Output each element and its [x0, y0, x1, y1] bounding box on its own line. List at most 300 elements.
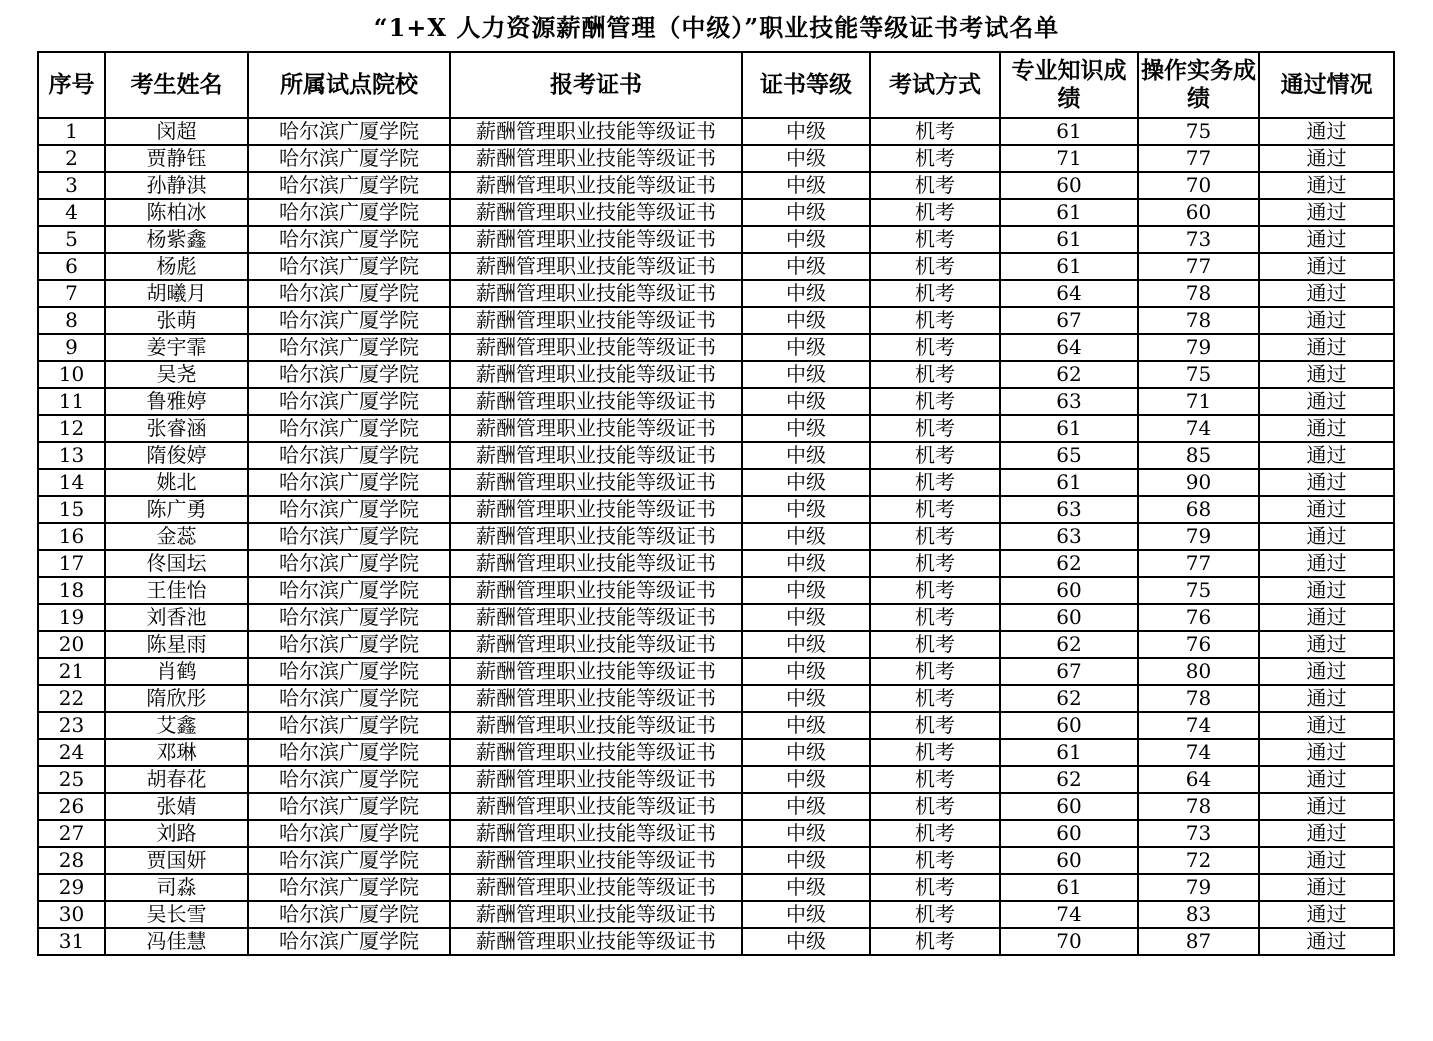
- cell-level: 中级: [742, 307, 870, 334]
- cell-no: 12: [38, 415, 105, 442]
- cell-practice-score: 77: [1138, 253, 1259, 280]
- table-row: [38, 901, 1394, 928]
- cell-name: 吴尧: [105, 361, 248, 388]
- column-header-practice-score: 操作实务成绩: [1138, 52, 1259, 118]
- cell-school: 哈尔滨广厦学院: [248, 550, 450, 577]
- table-row: [38, 523, 1394, 550]
- cell-level: 中级: [742, 172, 870, 199]
- cell-cert: 薪酬管理职业技能等级证书: [450, 334, 742, 361]
- cell-school: 哈尔滨广厦学院: [248, 226, 450, 253]
- cell-school: 哈尔滨广厦学院: [248, 415, 450, 442]
- cell-cert: 薪酬管理职业技能等级证书: [450, 874, 742, 901]
- cell-knowledge-score: 62: [1000, 766, 1138, 793]
- cell-name: 胡春花: [105, 766, 248, 793]
- cell-level: 中级: [742, 793, 870, 820]
- cell-result: 通过: [1259, 469, 1394, 496]
- cell-knowledge-score: 60: [1000, 577, 1138, 604]
- cell-name: 贾静钰: [105, 145, 248, 172]
- cell-cert: 薪酬管理职业技能等级证书: [450, 361, 742, 388]
- cell-method: 机考: [870, 388, 1000, 415]
- cell-practice-score: 76: [1138, 631, 1259, 658]
- cell-method: 机考: [870, 793, 1000, 820]
- cell-practice-score: 60: [1138, 199, 1259, 226]
- cell-knowledge-score: 61: [1000, 226, 1138, 253]
- table-row: [38, 172, 1394, 199]
- table-row: [38, 280, 1394, 307]
- cell-method: 机考: [870, 604, 1000, 631]
- cell-result: 通过: [1259, 820, 1394, 847]
- cell-level: 中级: [742, 388, 870, 415]
- cell-knowledge-score: 62: [1000, 685, 1138, 712]
- column-header-knowledge-score: 专业知识成绩: [1000, 52, 1138, 118]
- table-row: [38, 874, 1394, 901]
- cell-name: 姜宇霏: [105, 334, 248, 361]
- cell-level: 中级: [742, 442, 870, 469]
- cell-knowledge-score: 60: [1000, 847, 1138, 874]
- cell-school: 哈尔滨广厦学院: [248, 766, 450, 793]
- cell-method: 机考: [870, 901, 1000, 928]
- cell-name: 刘香池: [105, 604, 248, 631]
- cell-name: 冯佳慧: [105, 928, 248, 955]
- cell-no: 28: [38, 847, 105, 874]
- cell-no: 24: [38, 739, 105, 766]
- table-row: [38, 712, 1394, 739]
- cell-level: 中级: [742, 631, 870, 658]
- cell-method: 机考: [870, 712, 1000, 739]
- cell-cert: 薪酬管理职业技能等级证书: [450, 820, 742, 847]
- cell-no: 18: [38, 577, 105, 604]
- cell-school: 哈尔滨广厦学院: [248, 442, 450, 469]
- cell-knowledge-score: 61: [1000, 469, 1138, 496]
- cell-no: 1: [38, 118, 105, 145]
- cell-result: 通过: [1259, 280, 1394, 307]
- cell-method: 机考: [870, 820, 1000, 847]
- table-row: [38, 388, 1394, 415]
- cell-practice-score: 78: [1138, 793, 1259, 820]
- cell-school: 哈尔滨广厦学院: [248, 523, 450, 550]
- cell-no: 22: [38, 685, 105, 712]
- cell-practice-score: 83: [1138, 901, 1259, 928]
- cell-name: 佟国坛: [105, 550, 248, 577]
- cell-school: 哈尔滨广厦学院: [248, 199, 450, 226]
- cell-practice-score: 75: [1138, 577, 1259, 604]
- cell-school: 哈尔滨广厦学院: [248, 145, 450, 172]
- cell-cert: 薪酬管理职业技能等级证书: [450, 469, 742, 496]
- cell-name: 邓琳: [105, 739, 248, 766]
- cell-school: 哈尔滨广厦学院: [248, 739, 450, 766]
- cell-result: 通过: [1259, 766, 1394, 793]
- table-row: [38, 118, 1394, 145]
- cell-practice-score: 78: [1138, 280, 1259, 307]
- cell-practice-score: 79: [1138, 874, 1259, 901]
- cell-school: 哈尔滨广厦学院: [248, 388, 450, 415]
- cell-name: 肖鹤: [105, 658, 248, 685]
- cell-no: 8: [38, 307, 105, 334]
- cell-knowledge-score: 63: [1000, 388, 1138, 415]
- cell-knowledge-score: 60: [1000, 712, 1138, 739]
- cell-result: 通过: [1259, 577, 1394, 604]
- cell-no: 13: [38, 442, 105, 469]
- cell-name: 陈广勇: [105, 496, 248, 523]
- table-row: [38, 766, 1394, 793]
- cell-result: 通过: [1259, 415, 1394, 442]
- cell-method: 机考: [870, 307, 1000, 334]
- cell-name: 隋欣彤: [105, 685, 248, 712]
- cell-name: 王佳怡: [105, 577, 248, 604]
- cell-no: 31: [38, 928, 105, 955]
- cell-level: 中级: [742, 874, 870, 901]
- cell-practice-score: 73: [1138, 820, 1259, 847]
- cell-cert: 薪酬管理职业技能等级证书: [450, 496, 742, 523]
- cell-level: 中级: [742, 496, 870, 523]
- table-row: [38, 631, 1394, 658]
- cell-method: 机考: [870, 685, 1000, 712]
- cell-level: 中级: [742, 253, 870, 280]
- cell-practice-score: 73: [1138, 226, 1259, 253]
- cell-method: 机考: [870, 577, 1000, 604]
- cell-practice-score: 78: [1138, 307, 1259, 334]
- column-header-cert: 报考证书: [450, 52, 742, 118]
- cell-name: 隋俊婷: [105, 442, 248, 469]
- cell-name: 刘路: [105, 820, 248, 847]
- cell-no: 27: [38, 820, 105, 847]
- cell-knowledge-score: 61: [1000, 118, 1138, 145]
- cell-name: 闵超: [105, 118, 248, 145]
- cell-school: 哈尔滨广厦学院: [248, 496, 450, 523]
- cell-no: 4: [38, 199, 105, 226]
- cell-level: 中级: [742, 685, 870, 712]
- cell-practice-score: 74: [1138, 712, 1259, 739]
- cell-practice-score: 79: [1138, 334, 1259, 361]
- cell-level: 中级: [742, 415, 870, 442]
- cell-cert: 薪酬管理职业技能等级证书: [450, 847, 742, 874]
- cell-cert: 薪酬管理职业技能等级证书: [450, 739, 742, 766]
- cell-method: 机考: [870, 496, 1000, 523]
- exam-roster-table: [37, 51, 1395, 956]
- cell-name: 张萌: [105, 307, 248, 334]
- table-row: [38, 685, 1394, 712]
- cell-cert: 薪酬管理职业技能等级证书: [450, 307, 742, 334]
- cell-knowledge-score: 70: [1000, 928, 1138, 955]
- cell-name: 杨彪: [105, 253, 248, 280]
- cell-school: 哈尔滨广厦学院: [248, 928, 450, 955]
- cell-practice-score: 74: [1138, 415, 1259, 442]
- cell-school: 哈尔滨广厦学院: [248, 901, 450, 928]
- cell-method: 机考: [870, 658, 1000, 685]
- cell-knowledge-score: 67: [1000, 307, 1138, 334]
- cell-school: 哈尔滨广厦学院: [248, 577, 450, 604]
- table-row: [38, 199, 1394, 226]
- cell-school: 哈尔滨广厦学院: [248, 793, 450, 820]
- cell-name: 杨紫鑫: [105, 226, 248, 253]
- cell-cert: 薪酬管理职业技能等级证书: [450, 685, 742, 712]
- column-header-no: 序号: [38, 52, 105, 118]
- cell-name: 陈柏冰: [105, 199, 248, 226]
- table-body: [38, 118, 1394, 955]
- cell-name: 吴长雪: [105, 901, 248, 928]
- table-row: [38, 928, 1394, 955]
- cell-method: 机考: [870, 442, 1000, 469]
- cell-school: 哈尔滨广厦学院: [248, 307, 450, 334]
- cell-knowledge-score: 63: [1000, 523, 1138, 550]
- table-row: [38, 496, 1394, 523]
- cell-cert: 薪酬管理职业技能等级证书: [450, 118, 742, 145]
- table-row: [38, 307, 1394, 334]
- cell-cert: 薪酬管理职业技能等级证书: [450, 199, 742, 226]
- cell-school: 哈尔滨广厦学院: [248, 631, 450, 658]
- cell-practice-score: 80: [1138, 658, 1259, 685]
- cell-no: 26: [38, 793, 105, 820]
- cell-method: 机考: [870, 226, 1000, 253]
- cell-no: 7: [38, 280, 105, 307]
- cell-no: 9: [38, 334, 105, 361]
- table-row: [38, 847, 1394, 874]
- cell-level: 中级: [742, 118, 870, 145]
- cell-result: 通过: [1259, 712, 1394, 739]
- cell-knowledge-score: 74: [1000, 901, 1138, 928]
- cell-no: 11: [38, 388, 105, 415]
- cell-level: 中级: [742, 712, 870, 739]
- cell-no: 16: [38, 523, 105, 550]
- cell-school: 哈尔滨广厦学院: [248, 685, 450, 712]
- cell-cert: 薪酬管理职业技能等级证书: [450, 577, 742, 604]
- cell-school: 哈尔滨广厦学院: [248, 847, 450, 874]
- cell-cert: 薪酬管理职业技能等级证书: [450, 631, 742, 658]
- cell-name: 胡曦月: [105, 280, 248, 307]
- cell-no: 19: [38, 604, 105, 631]
- cell-no: 5: [38, 226, 105, 253]
- cell-no: 15: [38, 496, 105, 523]
- cell-no: 14: [38, 469, 105, 496]
- cell-method: 机考: [870, 415, 1000, 442]
- cell-knowledge-score: 60: [1000, 172, 1138, 199]
- cell-result: 通过: [1259, 253, 1394, 280]
- cell-no: 21: [38, 658, 105, 685]
- cell-knowledge-score: 65: [1000, 442, 1138, 469]
- cell-cert: 薪酬管理职业技能等级证书: [450, 550, 742, 577]
- cell-no: 29: [38, 874, 105, 901]
- cell-result: 通过: [1259, 847, 1394, 874]
- cell-method: 机考: [870, 928, 1000, 955]
- cell-level: 中级: [742, 334, 870, 361]
- cell-result: 通过: [1259, 901, 1394, 928]
- cell-name: 金蕊: [105, 523, 248, 550]
- cell-method: 机考: [870, 469, 1000, 496]
- cell-practice-score: 79: [1138, 523, 1259, 550]
- cell-result: 通过: [1259, 361, 1394, 388]
- table-row: [38, 658, 1394, 685]
- cell-level: 中级: [742, 199, 870, 226]
- cell-name: 孙静淇: [105, 172, 248, 199]
- cell-practice-score: 77: [1138, 550, 1259, 577]
- table-row: [38, 739, 1394, 766]
- cell-cert: 薪酬管理职业技能等级证书: [450, 523, 742, 550]
- cell-level: 中级: [742, 523, 870, 550]
- cell-method: 机考: [870, 523, 1000, 550]
- cell-result: 通过: [1259, 226, 1394, 253]
- cell-knowledge-score: 61: [1000, 874, 1138, 901]
- cell-practice-score: 70: [1138, 172, 1259, 199]
- cell-result: 通过: [1259, 496, 1394, 523]
- cell-no: 6: [38, 253, 105, 280]
- cell-school: 哈尔滨广厦学院: [248, 280, 450, 307]
- cell-no: 2: [38, 145, 105, 172]
- cell-name: 陈星雨: [105, 631, 248, 658]
- cell-name: 鲁雅婷: [105, 388, 248, 415]
- cell-result: 通过: [1259, 523, 1394, 550]
- cell-knowledge-score: 61: [1000, 739, 1138, 766]
- cell-result: 通过: [1259, 334, 1394, 361]
- table-row: [38, 145, 1394, 172]
- cell-cert: 薪酬管理职业技能等级证书: [450, 928, 742, 955]
- cell-method: 机考: [870, 739, 1000, 766]
- cell-practice-score: 75: [1138, 118, 1259, 145]
- cell-name: 张婧: [105, 793, 248, 820]
- cell-result: 通过: [1259, 685, 1394, 712]
- cell-result: 通过: [1259, 118, 1394, 145]
- cell-knowledge-score: 60: [1000, 820, 1138, 847]
- cell-no: 30: [38, 901, 105, 928]
- cell-name: 贾国妍: [105, 847, 248, 874]
- cell-knowledge-score: 60: [1000, 793, 1138, 820]
- cell-school: 哈尔滨广厦学院: [248, 469, 450, 496]
- cell-result: 通过: [1259, 658, 1394, 685]
- table-row: [38, 820, 1394, 847]
- table-row: [38, 577, 1394, 604]
- cell-method: 机考: [870, 280, 1000, 307]
- cell-knowledge-score: 67: [1000, 658, 1138, 685]
- table-row: [38, 334, 1394, 361]
- cell-cert: 薪酬管理职业技能等级证书: [450, 766, 742, 793]
- cell-practice-score: 68: [1138, 496, 1259, 523]
- cell-practice-score: 75: [1138, 361, 1259, 388]
- cell-no: 23: [38, 712, 105, 739]
- cell-school: 哈尔滨广厦学院: [248, 172, 450, 199]
- cell-practice-score: 71: [1138, 388, 1259, 415]
- cell-knowledge-score: 71: [1000, 145, 1138, 172]
- cell-level: 中级: [742, 901, 870, 928]
- cell-cert: 薪酬管理职业技能等级证书: [450, 712, 742, 739]
- table-row: [38, 415, 1394, 442]
- cell-level: 中级: [742, 847, 870, 874]
- cell-result: 通过: [1259, 739, 1394, 766]
- cell-knowledge-score: 62: [1000, 631, 1138, 658]
- cell-school: 哈尔滨广厦学院: [248, 118, 450, 145]
- column-header-method: 考试方式: [870, 52, 1000, 118]
- cell-cert: 薪酬管理职业技能等级证书: [450, 388, 742, 415]
- cell-practice-score: 72: [1138, 847, 1259, 874]
- cell-practice-score: 78: [1138, 685, 1259, 712]
- cell-school: 哈尔滨广厦学院: [248, 820, 450, 847]
- cell-knowledge-score: 61: [1000, 415, 1138, 442]
- table-row: [38, 361, 1394, 388]
- column-header-result: 通过情况: [1259, 52, 1394, 118]
- table-row: [38, 253, 1394, 280]
- table-row: [38, 226, 1394, 253]
- cell-school: 哈尔滨广厦学院: [248, 604, 450, 631]
- column-header-level: 证书等级: [742, 52, 870, 118]
- cell-cert: 薪酬管理职业技能等级证书: [450, 253, 742, 280]
- cell-knowledge-score: 62: [1000, 550, 1138, 577]
- cell-name: 艾鑫: [105, 712, 248, 739]
- cell-level: 中级: [742, 469, 870, 496]
- cell-method: 机考: [870, 118, 1000, 145]
- cell-method: 机考: [870, 766, 1000, 793]
- cell-level: 中级: [742, 739, 870, 766]
- cell-school: 哈尔滨广厦学院: [248, 361, 450, 388]
- cell-practice-score: 64: [1138, 766, 1259, 793]
- cell-level: 中级: [742, 604, 870, 631]
- cell-practice-score: 77: [1138, 145, 1259, 172]
- page-title: “1+X 人力资源薪酬管理（中级）”职业技能等级证书考试名单: [373, 13, 1060, 42]
- cell-name: 司淼: [105, 874, 248, 901]
- cell-school: 哈尔滨广厦学院: [248, 253, 450, 280]
- cell-level: 中级: [742, 226, 870, 253]
- cell-practice-score: 90: [1138, 469, 1259, 496]
- cell-result: 通过: [1259, 550, 1394, 577]
- cell-no: 3: [38, 172, 105, 199]
- table-row: [38, 604, 1394, 631]
- table-row: [38, 469, 1394, 496]
- cell-knowledge-score: 61: [1000, 253, 1138, 280]
- cell-cert: 薪酬管理职业技能等级证书: [450, 658, 742, 685]
- cell-method: 机考: [870, 874, 1000, 901]
- cell-result: 通过: [1259, 145, 1394, 172]
- cell-method: 机考: [870, 847, 1000, 874]
- cell-level: 中级: [742, 577, 870, 604]
- table-row: [38, 442, 1394, 469]
- cell-knowledge-score: 61: [1000, 199, 1138, 226]
- cell-cert: 薪酬管理职业技能等级证书: [450, 442, 742, 469]
- cell-no: 10: [38, 361, 105, 388]
- cell-school: 哈尔滨广厦学院: [248, 658, 450, 685]
- cell-result: 通过: [1259, 874, 1394, 901]
- cell-method: 机考: [870, 550, 1000, 577]
- cell-cert: 薪酬管理职业技能等级证书: [450, 415, 742, 442]
- cell-school: 哈尔滨广厦学院: [248, 334, 450, 361]
- cell-result: 通过: [1259, 793, 1394, 820]
- cell-result: 通过: [1259, 388, 1394, 415]
- cell-level: 中级: [742, 361, 870, 388]
- cell-cert: 薪酬管理职业技能等级证书: [450, 226, 742, 253]
- cell-method: 机考: [870, 199, 1000, 226]
- cell-result: 通过: [1259, 172, 1394, 199]
- cell-result: 通过: [1259, 604, 1394, 631]
- cell-level: 中级: [742, 550, 870, 577]
- cell-method: 机考: [870, 172, 1000, 199]
- cell-level: 中级: [742, 145, 870, 172]
- cell-method: 机考: [870, 631, 1000, 658]
- cell-cert: 薪酬管理职业技能等级证书: [450, 145, 742, 172]
- cell-result: 通过: [1259, 631, 1394, 658]
- cell-knowledge-score: 64: [1000, 280, 1138, 307]
- cell-no: 25: [38, 766, 105, 793]
- cell-method: 机考: [870, 361, 1000, 388]
- cell-knowledge-score: 64: [1000, 334, 1138, 361]
- cell-name: 张睿涵: [105, 415, 248, 442]
- cell-name: 姚北: [105, 469, 248, 496]
- cell-practice-score: 74: [1138, 739, 1259, 766]
- cell-method: 机考: [870, 145, 1000, 172]
- cell-cert: 薪酬管理职业技能等级证书: [450, 172, 742, 199]
- cell-cert: 薪酬管理职业技能等级证书: [450, 280, 742, 307]
- cell-level: 中级: [742, 658, 870, 685]
- cell-school: 哈尔滨广厦学院: [248, 874, 450, 901]
- cell-method: 机考: [870, 253, 1000, 280]
- cell-level: 中级: [742, 766, 870, 793]
- cell-no: 17: [38, 550, 105, 577]
- cell-practice-score: 85: [1138, 442, 1259, 469]
